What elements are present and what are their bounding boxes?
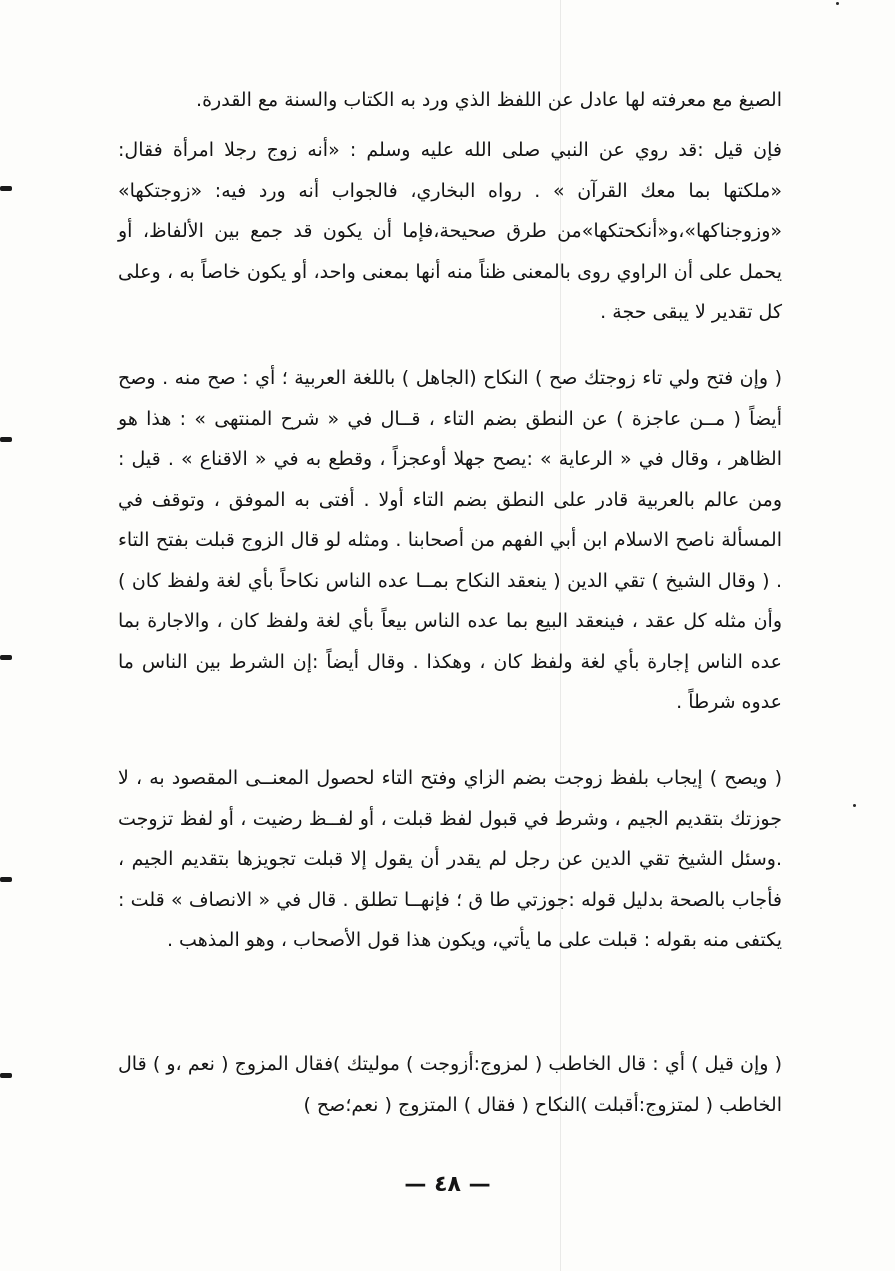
paragraph-text: الصيغ مع معرفته لها عادل عن اللفظ الذي ورد به الكتاب والسنة مع القدرة. bbox=[196, 89, 782, 111]
paragraph-text: ( وإن فتح ولي تاء زوجتك صح ) النكاح (الجاهل ) باللغة العربية ؛ أي : صح منه . وصح أيضاً ( مــن عاجزة ) عن النطق بضم التاء ، قــال في « شرح المنتهى » : هذا هو الظاهر ، وقال في « الرعاية » :يصح جهلا أوعجزاً ، وقطع به في « الاقناع » . قيل : ومن عالم بالعربية قادر على النطق بضم التاء أولا . أفتى به الموفق ، وتوقف في المسألة ناصح الاسلام ابن أبي الفهم من أصحابنا . ومثله لو قال الزوج قبلت بفتح التاء . ( وقال الشيخ ) تقي الدين ( ينعقد النكاح بمــا عده الناس نكاحاً بأي لغة ولفظ كان ) وأن مثله كل عقد ، فينعقد البيع بما عده الناس بيعاً بأي لغة ولفظ كان ، والاجارة بما عده الناس إجارة بأي لغة ولفظ كان ، وهكذا . وقال أيضاً :إن الشرط بين الناس ما عدوه شرطاً . bbox=[118, 367, 782, 713]
margin-mark bbox=[0, 655, 12, 660]
paragraph-text: ( ويصح ) إيجاب بلفظ زوجت بضم الزاي وفتح التاء لحصول المعنــى المقصود به ، لا جوزتك بتقديم الجيم ، وشرط في قبول لفظ قبلت ، أو لفــظ رضيت ، أو لفظ تزوجت .وسئل الشيخ تقي الدين عن رجل لم يقدر أن يقول إلا قبلت تجويزها بتقديم الجيم ، فأجاب بالصحة بدليل قوله :جوزتي طا ق ؛ فإنهــا تطلق . قال في « الانصاف » قلت : يكتفى منه بقوله : قبلت على ما يأتي، ويكون هذا قول الأصحاب ، وهو المذهب . bbox=[118, 767, 782, 951]
paragraph-opening-taa bbox=[118, 358, 782, 723]
margin-mark bbox=[0, 1073, 12, 1078]
paragraph-question-form bbox=[118, 1044, 782, 1125]
paragraph-continuation bbox=[118, 80, 782, 121]
margin-mark bbox=[0, 437, 12, 442]
page-number: — ٤٨ — bbox=[404, 1172, 491, 1197]
ink-speck bbox=[853, 804, 856, 807]
paragraph-objection-bukhari bbox=[118, 130, 782, 333]
ink-speck bbox=[836, 2, 839, 5]
margin-mark bbox=[0, 186, 12, 191]
paragraph-text: ( وإن قيل ) أي : قال الخاطب ( لمزوج:أزوجت ) موليتك )فقال المزوج ( نعم ،و ) قال الخاطب ( لمتزوج:أقبلت )النكاح ( فقال ) المتزوج ( نعم؛صح ) bbox=[118, 1053, 782, 1116]
margin-mark bbox=[0, 877, 12, 882]
paragraph-valid-wording bbox=[118, 758, 782, 961]
paragraph-text: فإن قيل :قد روي عن النبي صلى الله عليه وسلم : «أنه زوج رجلا امرأة فقال: «ملكتها بما معك القرآن » . رواه البخاري، فالجواب أنه ورد فيه: «زوجتكها» «وزوجناكها»،و«أنكحتكها»من طرق صحيحة،فإما أن يكون قد جمع بين الألفاظ، أو يحمل على أن الراوي روى بالمعنى ظناً منه أنها بمعنى واحد، أو يكون خاصاً به ، وعلى كل تقدير لا يبقى حجة . bbox=[118, 139, 782, 323]
